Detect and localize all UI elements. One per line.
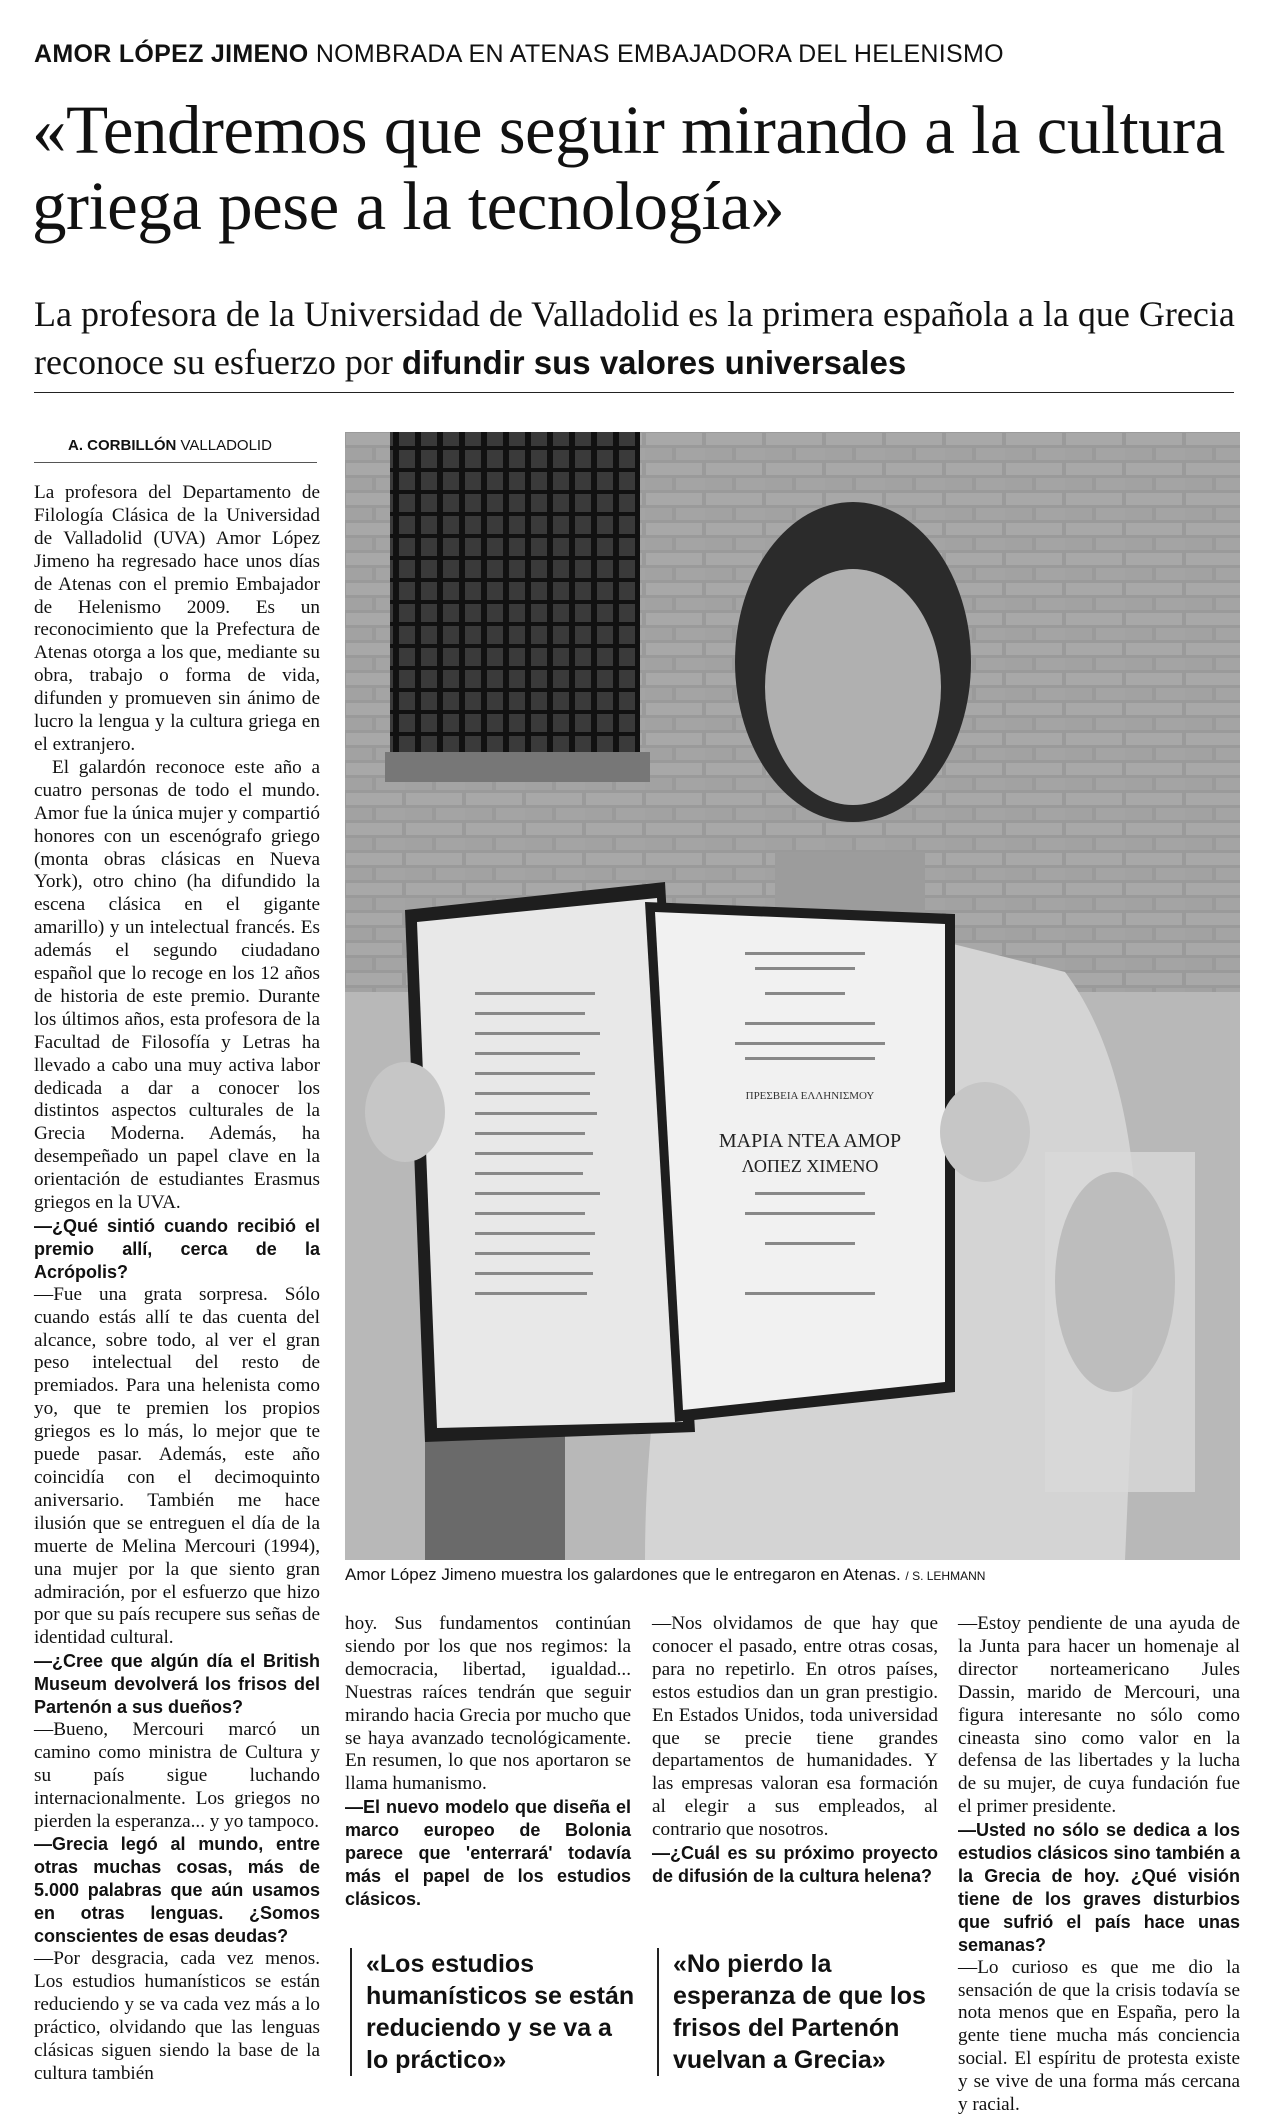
award-name-line2: ΛΟΠΕΖ ΧΙΜΕΝΟ	[741, 1156, 879, 1176]
paragraph: hoy. Sus fundamentos continúan siendo por los que nos regimos: la democracia, libertad, igualdad... Nuestras raíces tendrán que seguir mirando hacia Grecia por mucho que se haya avanzado tecnológicamente. En resumen, lo que nos aportaron se llama humanismo.	[345, 1613, 631, 1795]
headline: «Tendremos que seguir mirando a la cultura griega pese a la tecnología»	[32, 92, 1225, 244]
paragraph: —Bueno, Mercouri marcó un camino como ministra de Cultura y su país sigue luchando internacionalmente. Los griegos no pierden la esperanza... y yo tampoco.	[34, 1718, 320, 1832]
column-2	[345, 1613, 631, 1911]
interview-question: —¿Qué sintió cuando recibió el premio allí, cerca de la Acrópolis?	[34, 1216, 320, 1282]
column-4	[958, 1613, 1240, 2117]
pullquote-1: «Los estudios humanísticos se están reduciendo y se va a lo práctico»	[350, 1948, 640, 2076]
subhead	[34, 290, 1244, 387]
column-3	[652, 1613, 938, 1888]
paragraph: —Nos olvidamos de que hay que conocer el pasado, entre otras cosas, para no repetirlo. En otros países, estos estudios dan un gran prestigio. En Estados Unidos, toda universidad que se precie tiene grandes departamentos de humanidades. Y las empresas valoran esa formación al elegir a sus empleados, al contrario que nosotros.	[652, 1613, 938, 1841]
kicker	[34, 40, 1004, 69]
subhead-bold: difundir sus valores universales	[401, 344, 907, 381]
caption-text: Amor López Jimeno muestra los galardones que le entregaron en Atenas.	[345, 1565, 901, 1584]
interview-question: —Usted no sólo se dedica a los estudios clásicos sino también a la Grecia de hoy. ¿Qué visión tiene de los graves disturbios que sufrió el país hace unas semanas?	[958, 1820, 1240, 1955]
byline-rule	[34, 462, 317, 463]
paragraph: —Estoy pendiente de una ayuda de la Junta para hacer un homenaje al director norteamericano Jules Dassin, marido de Mercouri, una figura interesante no sólo como cineasta sino como valor en la defensa de las libertades y la lucha de su mujer, de cuya fundación fue el primer presidente.	[958, 1613, 1240, 1818]
interview-question: —Grecia legó al mundo, entre otras muchas cosas, más de 5.000 palabras que aún usamos en otras lenguas. ¿Somos conscientes de esas deudas?	[34, 1834, 320, 1947]
paragraph: El galardón reconoce este año a cuatro personas de todo el mundo. Amor fue la única mujer y compartió honores con un escenógrafo griego (monta obras clásicas en Nueva York), otro chino (ha difundido la escena clásica en el gigante amarillo) y un intelectual francés. Es además el segundo ciudadano español que lo recoge en los 12 años de historia de este premio. Durante los últimos años, esta profesora de la Facultad de Filosofía y Letras ha llevado a cabo una muy activa labor dedicada a dar a conocer los distintos aspectos culturales de la Grecia Moderna. Además, ha desempeñado un papel clave en la orientación de estudiantes Erasmus griegos en la UVA.	[34, 756, 320, 1214]
caption-credit: / S. LEHMANN	[905, 1569, 986, 1583]
paragraph: La profesora del Departamento de Filología Clásica de la Universidad de Valladolid (UVA) Amor López Jimeno ha regresado hace unos días de Atenas con el premio Embajador de Helenismo 2009. Es un reconocimiento que la Prefectura de Atenas otorga a los que, mediante su obra, trabajo o forma de vida, difunden y promueven sin ánimo de lucro la lengua y la cultura griega en el extranjero.	[34, 482, 320, 755]
byline-place: VALLADOLID	[180, 437, 272, 454]
column-1	[34, 482, 320, 2085]
interview-question: —¿Cree que algún día el British Museum devolverá los frisos del Partenón a sus dueños?	[34, 1651, 320, 1718]
byline	[68, 437, 272, 454]
paragraph: —Fue una grata sorpresa. Sólo cuando estás allí te das cuenta del alcance, sobre todo, al ver el gran peso intelectual del resto de premiados. Para una helenista como yo, que te premien los propios griegos es lo más, lo mejor que te puede pasar. Además, este año coincidía con el decimoquinto aniversario. También me hace ilusión que se entreguen el día de la muerte de Melina Mercouri (1994), una mujer por la que siento gran admiración, por el esfuerzo que hizo por que su país recupere sus señas de identidad cultural.	[34, 1283, 320, 1649]
header-rule	[34, 392, 1234, 393]
interview-question: —¿Cuál es su próximo proyecto de difusión de la cultura helena?	[652, 1843, 938, 1886]
award-name-line1: ΜΑΡΙΑ ΝΤΕΑ ΑΜΟΡ	[718, 1130, 902, 1152]
photo-caption	[345, 1565, 985, 1585]
award-diploma	[405, 882, 955, 1442]
paragraph: —Por desgracia, cada vez menos. Los estudios humanísticos se están reduciendo y se va cada vez más a lo práctico, olvidando que las lenguas clásicas siguen siendo la base de la cultura también	[34, 1948, 320, 2084]
kicker-text: NOMBRADA EN ATENAS EMBAJADORA DEL HELENISMO	[315, 40, 1004, 68]
kicker-name: AMOR LÓPEZ JIMENO	[34, 40, 309, 68]
paragraph: —Lo curioso es que me dio la sensación de que la crisis todavía se nota menos que en España, pero la gente tiene mucha más conciencia social. El espíritu de protesta existe y se vive de una forma más cercana y racial.	[958, 1956, 1240, 2116]
byline-author: A. CORBILLÓN	[68, 437, 177, 454]
pullquote-2: «No pierdo la esperanza de que los frisos del Partenón vuelvan a Grecia»	[657, 1948, 947, 2076]
subhead-text: La profesora de la Universidad de Valladolid es la primera española a la que Grecia reconoce su esfuerzo por	[34, 294, 1235, 382]
award-small-text: ΠΡΕΣΒΕΙΑ ΕΛΛΗΝΙΣΜΟΥ	[745, 1090, 875, 1102]
photo	[345, 432, 1240, 1560]
interview-question: —El nuevo modelo que diseña el marco europeo de Bolonia parece que 'enterrará' todavía más el papel de los estudios clásicos.	[345, 1797, 631, 1909]
